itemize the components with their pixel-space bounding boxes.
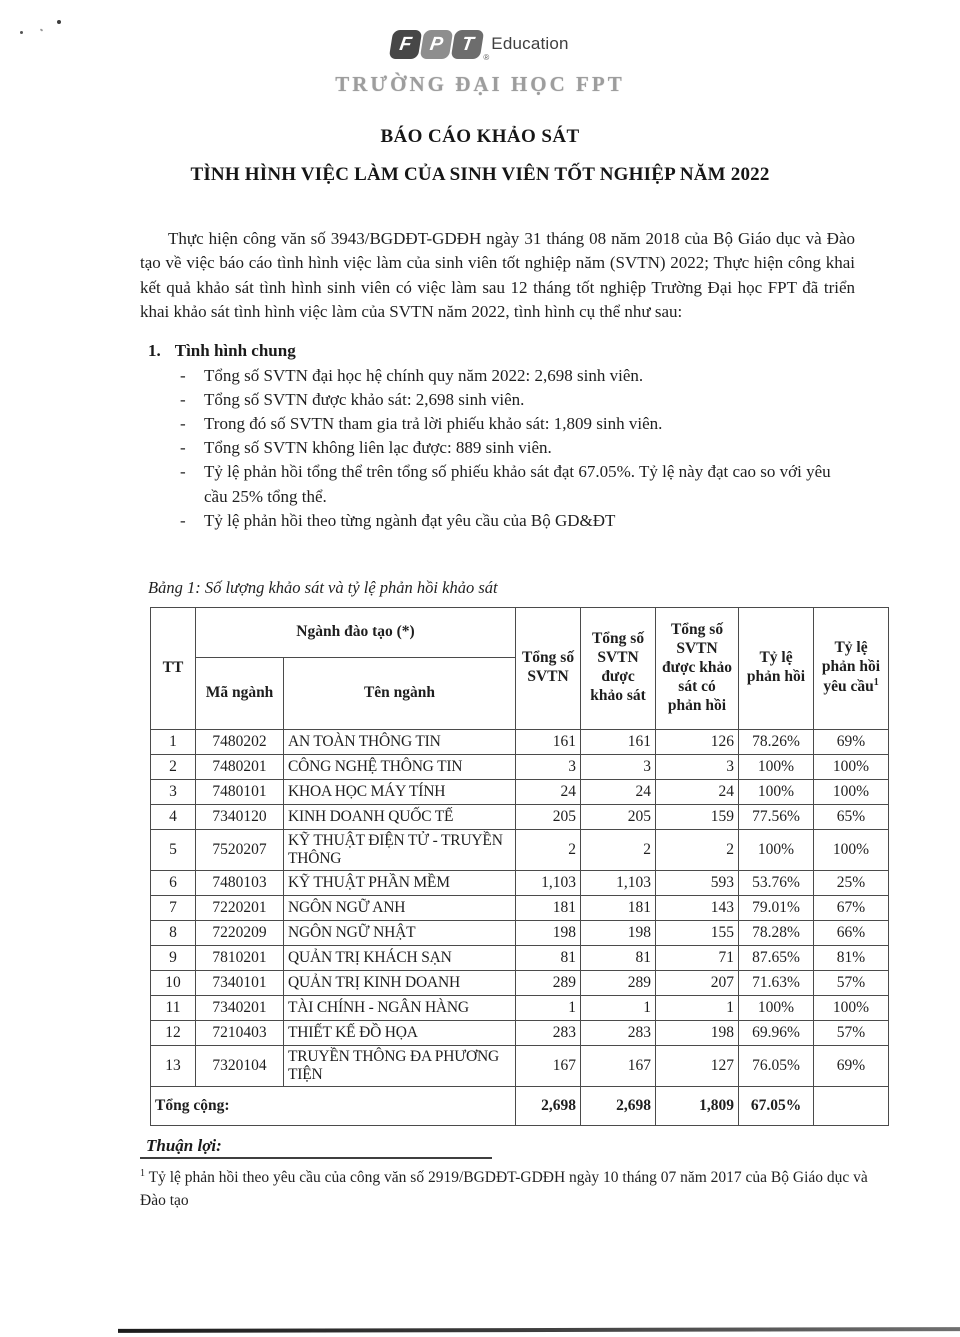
footnote-body: Tỷ lệ phản hồi theo yêu cầu của công văn số 2919/BGDĐT-GDĐH ngày 10 tháng 07 năm 2017 của Bộ Giáo dục và Đào tạo [140, 1169, 868, 1210]
cell-code: 7220201 [196, 895, 284, 920]
col-header-ty-le-yeu-cau-text: Tỷ lệ phản hồi yêu cầu [821, 639, 881, 696]
cell-name: CÔNG NGHỆ THÔNG TIN [284, 754, 516, 779]
cell-required: 100% [814, 829, 889, 870]
table-row [151, 920, 889, 945]
cell-surveyed-sum: 2,698 [581, 1086, 656, 1125]
col-header-ma-nganh: Mã ngành [196, 657, 284, 729]
cell-total: 81 [516, 945, 581, 970]
cell-rate: 76.05% [739, 1045, 814, 1086]
cell-code: 7480201 [196, 754, 284, 779]
cell-name: TÀI CHÍNH - NGÂN HÀNG [284, 995, 516, 1020]
bullet-item [140, 412, 855, 436]
section-1-heading [140, 341, 855, 361]
logo-letter-t: T [451, 30, 485, 59]
cell-required: 100% [814, 754, 889, 779]
cell-total: 198 [516, 920, 581, 945]
bullet-item [140, 364, 855, 388]
cell-name: KHOA HỌC MÁY TÍNH [284, 779, 516, 804]
bullet-item [140, 460, 855, 508]
section-title: Tình hình chung [174, 340, 296, 360]
cell-required: 67% [814, 895, 889, 920]
cell-rate: 100% [739, 829, 814, 870]
cell-total: 3 [516, 754, 581, 779]
cell-total: 283 [516, 1020, 581, 1045]
cell-rate: 100% [739, 754, 814, 779]
cell-tt: 7 [151, 895, 196, 920]
cell-code: 7320104 [196, 1045, 284, 1086]
cell-name: QUẢN TRỊ KHÁCH SẠN [284, 945, 516, 970]
cell-responded: 71 [656, 945, 739, 970]
cell-total: 161 [516, 729, 581, 754]
cell-total-label: Tổng cộng: [151, 1086, 516, 1125]
cell-rate: 100% [739, 995, 814, 1020]
cell-tt: 12 [151, 1020, 196, 1045]
cell-total: 205 [516, 804, 581, 829]
cell-rate: 87.65% [739, 945, 814, 970]
table-row [151, 829, 889, 870]
footnote-marker: 1 [140, 1168, 145, 1179]
col-header-ty-le-yeu-cau [814, 607, 889, 729]
cell-rate-overall: 67.05% [739, 1086, 814, 1125]
cell-required: 66% [814, 920, 889, 945]
cell-total-sum: 2,698 [516, 1086, 581, 1125]
cell-responded: 143 [656, 895, 739, 920]
table-row [151, 1020, 889, 1045]
bottom-scan-line [118, 1327, 960, 1333]
cell-required: 69% [814, 1045, 889, 1086]
cell-rate: 71.63% [739, 970, 814, 995]
cell-surveyed: 205 [581, 804, 656, 829]
bullet-dash: - [180, 462, 186, 482]
bullet-text: Tổng số SVTN đại học hệ chính quy năm 2022: 2,698 sinh viên. [204, 365, 644, 385]
cell-tt: 1 [151, 729, 196, 754]
cell-rate: 79.01% [739, 895, 814, 920]
table-row [151, 895, 889, 920]
cell-surveyed: 2 [581, 829, 656, 870]
bullet-text: Tổng số SVTN được khảo sát: 2,698 sinh viên. [204, 390, 525, 409]
cell-tt: 5 [151, 829, 196, 870]
cell-required: 100% [814, 995, 889, 1020]
table-row [151, 779, 889, 804]
fpt-logo-icon [391, 30, 490, 62]
cell-responded: 1 [656, 995, 739, 1020]
cell-tt: 10 [151, 970, 196, 995]
cell-code: 7340120 [196, 804, 284, 829]
cell-surveyed: 3 [581, 754, 656, 779]
bullet-item [140, 388, 855, 412]
cell-total: 289 [516, 970, 581, 995]
cell-tt: 8 [151, 920, 196, 945]
cell-name: THIẾT KẾ ĐỒ HỌA [284, 1020, 516, 1045]
cell-code: 7810201 [196, 945, 284, 970]
cell-required: 25% [814, 870, 889, 895]
scan-speck [20, 31, 23, 34]
cell-total: 181 [516, 895, 581, 920]
intro-paragraph: Thực hiện công văn số 3943/BGDĐT-GDĐH ngày 31 tháng 08 năm 2018 của Bộ Giáo dục và Đào tạo về việc báo cáo tình hình việc làm của sinh viên tốt nghiệp năm (SVTN) 2022; Thực hiện công khai kết quả khảo sát tình hình sinh viên có việc làm sau 12 tháng tốt nghiệp Trường Đại học FPT đã triển khai khảo sát tình hình việc làm của SVTN năm 2022, tình hình cụ thể như sau: [140, 229, 855, 322]
col-header-svtn-co-phan-hoi: Tổng số SVTN được khảo sát có phản hồi [656, 607, 739, 729]
cell-name: TRUYỀN THÔNG ĐA PHƯƠNG TIỆN [284, 1045, 516, 1086]
cell-surveyed: 161 [581, 729, 656, 754]
cell-rate: 78.26% [739, 729, 814, 754]
section-number: 1. [148, 340, 161, 360]
cell-code: 7480202 [196, 729, 284, 754]
cell-tt: 6 [151, 870, 196, 895]
table-row [151, 729, 889, 754]
document-header [0, 0, 960, 186]
bullet-item [140, 436, 855, 460]
bullet-dash: - [180, 414, 186, 434]
cell-total: 167 [516, 1045, 581, 1086]
table-row [151, 804, 889, 829]
advantages-heading: Thuận lợi: [146, 1135, 222, 1155]
cell-required: 81% [814, 945, 889, 970]
cell-responded-sum: 1,809 [656, 1086, 739, 1125]
table-row [151, 754, 889, 779]
cell-required: 57% [814, 970, 889, 995]
cell-required: 69% [814, 729, 889, 754]
cell-name: KINH DOANH QUỐC TẾ [284, 804, 516, 829]
cell-responded: 207 [656, 970, 739, 995]
cell-required-empty [814, 1086, 889, 1125]
cell-required: 100% [814, 779, 889, 804]
cell-name: KỸ THUẬT ĐIỆN TỬ - TRUYỀN THÔNG [284, 829, 516, 870]
col-header-tong-so-svtn: Tổng số SVTN [516, 607, 581, 729]
footnote-marker-superscript: 1 [873, 677, 879, 689]
cell-code: 7480103 [196, 870, 284, 895]
cell-total: 2 [516, 829, 581, 870]
logo-letter-p: P [420, 30, 454, 59]
cell-responded: 593 [656, 870, 739, 895]
footnote-text [140, 1166, 870, 1213]
cell-total: 24 [516, 779, 581, 804]
bullet-text: Tỷ lệ phản hồi tổng thể trên tổng số phiếu khảo sát đạt 67.05%. Tỷ lệ này đạt cao so với yêu cầu 25% tổng thể. [204, 462, 831, 506]
cell-responded: 159 [656, 804, 739, 829]
cell-responded: 3 [656, 754, 739, 779]
cell-rate: 100% [739, 779, 814, 804]
col-header-ty-le-phan-hoi: Tỷ lệ phản hồi [739, 607, 814, 729]
cell-tt: 13 [151, 1045, 196, 1086]
cell-rate: 78.28% [739, 920, 814, 945]
cell-name: NGÔN NGỮ NHẬT [284, 920, 516, 945]
footnote-divider [140, 1157, 492, 1159]
cell-code: 7480101 [196, 779, 284, 804]
bullet-text: Tỷ lệ phản hồi theo từng ngành đạt yêu cầu của Bộ GD&ĐT [204, 510, 616, 530]
cell-code: 7340101 [196, 970, 284, 995]
cell-responded: 2 [656, 829, 739, 870]
cell-total: 1,103 [516, 870, 581, 895]
cell-tt: 11 [151, 995, 196, 1020]
fpt-education-logo [0, 27, 960, 61]
col-header-ten-nganh: Tên ngành [284, 657, 516, 729]
logo-letter-f: F [389, 30, 423, 59]
cell-surveyed: 24 [581, 779, 656, 804]
cell-code: 7220209 [196, 920, 284, 945]
cell-responded: 127 [656, 1045, 739, 1086]
bullet-dash: - [180, 510, 186, 530]
cell-tt: 2 [151, 754, 196, 779]
table-caption: Bảng 1: Số lượng khảo sát và tỷ lệ phản hồi khảo sát [148, 577, 498, 597]
table-total-row [151, 1086, 889, 1125]
cell-code: 7340201 [196, 995, 284, 1020]
table-row [151, 945, 889, 970]
table-row [151, 870, 889, 895]
cell-surveyed: 198 [581, 920, 656, 945]
cell-tt: 9 [151, 945, 196, 970]
section-1 [140, 341, 855, 533]
bullet-dash: - [180, 390, 186, 409]
cell-rate: 69.96% [739, 1020, 814, 1045]
cell-name: KỸ THUẬT PHẦN MỀM [284, 870, 516, 895]
cell-total: 1 [516, 995, 581, 1020]
education-label: Education [491, 34, 569, 53]
table-row [151, 995, 889, 1020]
registered-mark-icon: ® [483, 52, 490, 62]
table-row [151, 1045, 889, 1086]
cell-required: 65% [814, 804, 889, 829]
cell-name: AN TOÀN THÔNG TIN [284, 729, 516, 754]
bullet-item [140, 509, 855, 533]
col-header-svtn-duoc-khao-sat: Tổng số SVTN được khảo sát [581, 607, 656, 729]
cell-required: 57% [814, 1020, 889, 1045]
report-subtitle: TÌNH HÌNH VIỆC LÀM CỦA SINH VIÊN TỐT NGHIỆP NĂM 2022 [190, 164, 770, 185]
cell-name: NGÔN NGỮ ANH [284, 895, 516, 920]
cell-name: QUẢN TRỊ KINH DOANH [284, 970, 516, 995]
cell-surveyed: 289 [581, 970, 656, 995]
cell-tt: 4 [151, 804, 196, 829]
bullet-text: Trong đó số SVTN tham gia trả lời phiếu khảo sát: 1,809 sinh viên. [204, 414, 663, 434]
cell-surveyed: 181 [581, 895, 656, 920]
bullet-dash: - [180, 438, 186, 458]
cell-responded: 155 [656, 920, 739, 945]
university-name: TRƯỜNG ĐẠI HỌC FPT [335, 72, 625, 96]
bullet-list [140, 364, 855, 533]
cell-rate: 53.76% [739, 870, 814, 895]
bullet-dash: - [180, 365, 186, 385]
cell-tt: 3 [151, 779, 196, 804]
footnote [140, 1157, 870, 1213]
cell-surveyed: 1,103 [581, 870, 656, 895]
cell-rate: 77.56% [739, 804, 814, 829]
cell-code: 7520207 [196, 829, 284, 870]
cell-code: 7210403 [196, 1020, 284, 1045]
bullet-text: Tổng số SVTN không liên lạc được: 889 sinh viên. [204, 438, 552, 458]
survey-response-table [150, 607, 889, 1126]
col-header-nganh-dao-tao: Ngành đào tạo (*) [196, 607, 516, 657]
col-header-tt: TT [151, 607, 196, 729]
document-body [0, 227, 960, 1156]
report-title: BÁO CÁO KHẢO SÁT [380, 126, 580, 147]
cell-surveyed: 81 [581, 945, 656, 970]
cell-responded: 198 [656, 1020, 739, 1045]
cell-surveyed: 1 [581, 995, 656, 1020]
cell-responded: 126 [656, 729, 739, 754]
scan-speck [57, 20, 61, 24]
cell-surveyed: 167 [581, 1045, 656, 1086]
cell-surveyed: 283 [581, 1020, 656, 1045]
cell-responded: 24 [656, 779, 739, 804]
table-row [151, 970, 889, 995]
